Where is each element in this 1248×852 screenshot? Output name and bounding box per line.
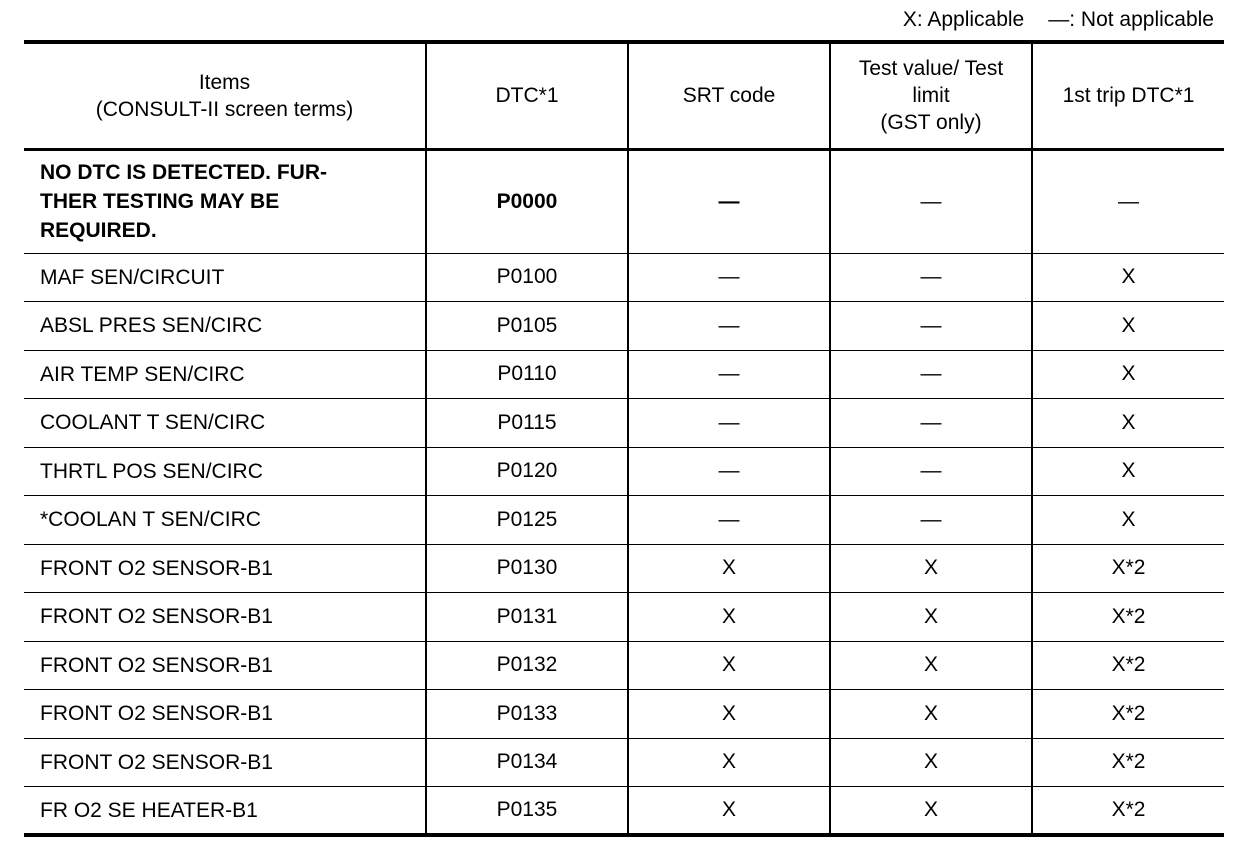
row-dtc: P0134: [426, 738, 628, 787]
table-row: [24, 447, 1224, 496]
row-dtc: P0000: [426, 149, 628, 253]
table-row: [24, 738, 1224, 787]
row-test: —: [830, 399, 1032, 448]
row-dtc: P0130: [426, 544, 628, 593]
row-dtc: P0110: [426, 350, 628, 399]
table-body: [24, 149, 1224, 835]
row-srt: —: [628, 302, 830, 351]
row-test: —: [830, 350, 1032, 399]
row-dtc: P0133: [426, 690, 628, 739]
row-dtc: P0105: [426, 302, 628, 351]
row-test: —: [830, 496, 1032, 545]
row-test: —: [830, 302, 1032, 351]
row-first-trip: X*2: [1032, 738, 1224, 787]
row-first-trip: X: [1032, 253, 1224, 302]
row-first-trip: X*2: [1032, 593, 1224, 642]
row-first-trip: X: [1032, 350, 1224, 399]
row-test: X: [830, 593, 1032, 642]
row-item: FR O2 SE HEATER-B1: [24, 787, 426, 836]
row-srt: X: [628, 641, 830, 690]
row-item: FRONT O2 SENSOR-B1: [24, 641, 426, 690]
row-test: X: [830, 690, 1032, 739]
table-row: [24, 302, 1224, 351]
table-row: [24, 253, 1224, 302]
row-dtc: P0100: [426, 253, 628, 302]
header-test-line3: (GST only): [880, 111, 982, 135]
row-item: AIR TEMP SEN/CIRC: [24, 350, 426, 399]
header-test-line1: Test value/ Test: [858, 57, 1004, 81]
row-srt: X: [628, 544, 830, 593]
row-srt: —: [628, 399, 830, 448]
row-first-trip: X: [1032, 496, 1224, 545]
row-srt: X: [628, 738, 830, 787]
table-row: [24, 399, 1224, 448]
row-first-trip: X: [1032, 399, 1224, 448]
row-test: X: [830, 544, 1032, 593]
row-test: X: [830, 787, 1032, 836]
row-first-trip: X: [1032, 302, 1224, 351]
row-srt: —: [628, 350, 830, 399]
legend-not-applicable: —: Not applicable: [1048, 8, 1214, 31]
table-row: [24, 787, 1224, 836]
header-dtc: DTC*1: [426, 42, 628, 149]
table-row: [24, 544, 1224, 593]
row-item: COOLANT T SEN/CIRC: [24, 399, 426, 448]
header-test-value: [830, 42, 1032, 149]
row-test: —: [830, 149, 1032, 253]
row-dtc: P0115: [426, 399, 628, 448]
table-header: [24, 42, 1224, 149]
legend: [903, 6, 1214, 34]
legend-applicable: X: Applicable: [902, 8, 1025, 31]
row-first-trip: X: [1032, 447, 1224, 496]
row-item: FRONT O2 SENSOR-B1: [24, 690, 426, 739]
row-item: [24, 149, 426, 253]
row-dtc: P0125: [426, 496, 628, 545]
table-row: [24, 593, 1224, 642]
row-srt: X: [628, 690, 830, 739]
row-test: —: [830, 253, 1032, 302]
row-item: FRONT O2 SENSOR-B1: [24, 593, 426, 642]
row-first-trip: —: [1032, 149, 1224, 253]
table-row: [24, 496, 1224, 545]
row-srt: —: [628, 253, 830, 302]
row-first-trip: X*2: [1032, 544, 1224, 593]
row-item: FRONT O2 SENSOR-B1: [24, 544, 426, 593]
row-test: X: [830, 641, 1032, 690]
row-first-trip: X*2: [1032, 641, 1224, 690]
dtc-table: [24, 40, 1224, 837]
row-srt: —: [628, 496, 830, 545]
row-item: ABSL PRES SEN/CIRC: [24, 302, 426, 351]
row-srt: —: [628, 447, 830, 496]
row-first-trip: X*2: [1032, 690, 1224, 739]
row-dtc: P0132: [426, 641, 628, 690]
header-items: [24, 42, 426, 149]
row-item: FRONT O2 SENSOR-B1: [24, 738, 426, 787]
row-srt: —: [628, 149, 830, 253]
table-row: [24, 350, 1224, 399]
row-item: THRTL POS SEN/CIRC: [24, 447, 426, 496]
row-item-line1: NO DTC IS DETECTED. FUR-: [40, 161, 327, 184]
header-items-line2: (CONSULT-II screen terms): [95, 97, 354, 121]
table-row: [24, 690, 1224, 739]
row-dtc: P0120: [426, 447, 628, 496]
row-item: *COOLAN T SEN/CIRC: [24, 496, 426, 545]
row-item-line3: REQUIRED.: [40, 219, 157, 242]
table-row: [24, 149, 1224, 253]
table-row: [24, 641, 1224, 690]
header-items-line1: Items: [198, 70, 251, 94]
row-srt: X: [628, 787, 830, 836]
row-first-trip: X*2: [1032, 787, 1224, 836]
row-srt: X: [628, 593, 830, 642]
row-dtc: P0131: [426, 593, 628, 642]
row-item: MAF SEN/CIRCUIT: [24, 253, 426, 302]
row-test: —: [830, 447, 1032, 496]
header-row: [24, 42, 1224, 149]
row-dtc: P0135: [426, 787, 628, 836]
row-item-line2: THER TESTING MAY BE: [40, 190, 280, 213]
header-srt-code: SRT code: [628, 42, 830, 149]
header-test-line2: limit: [912, 84, 950, 108]
row-test: X: [830, 738, 1032, 787]
header-first-trip-dtc: 1st trip DTC*1: [1032, 42, 1224, 149]
